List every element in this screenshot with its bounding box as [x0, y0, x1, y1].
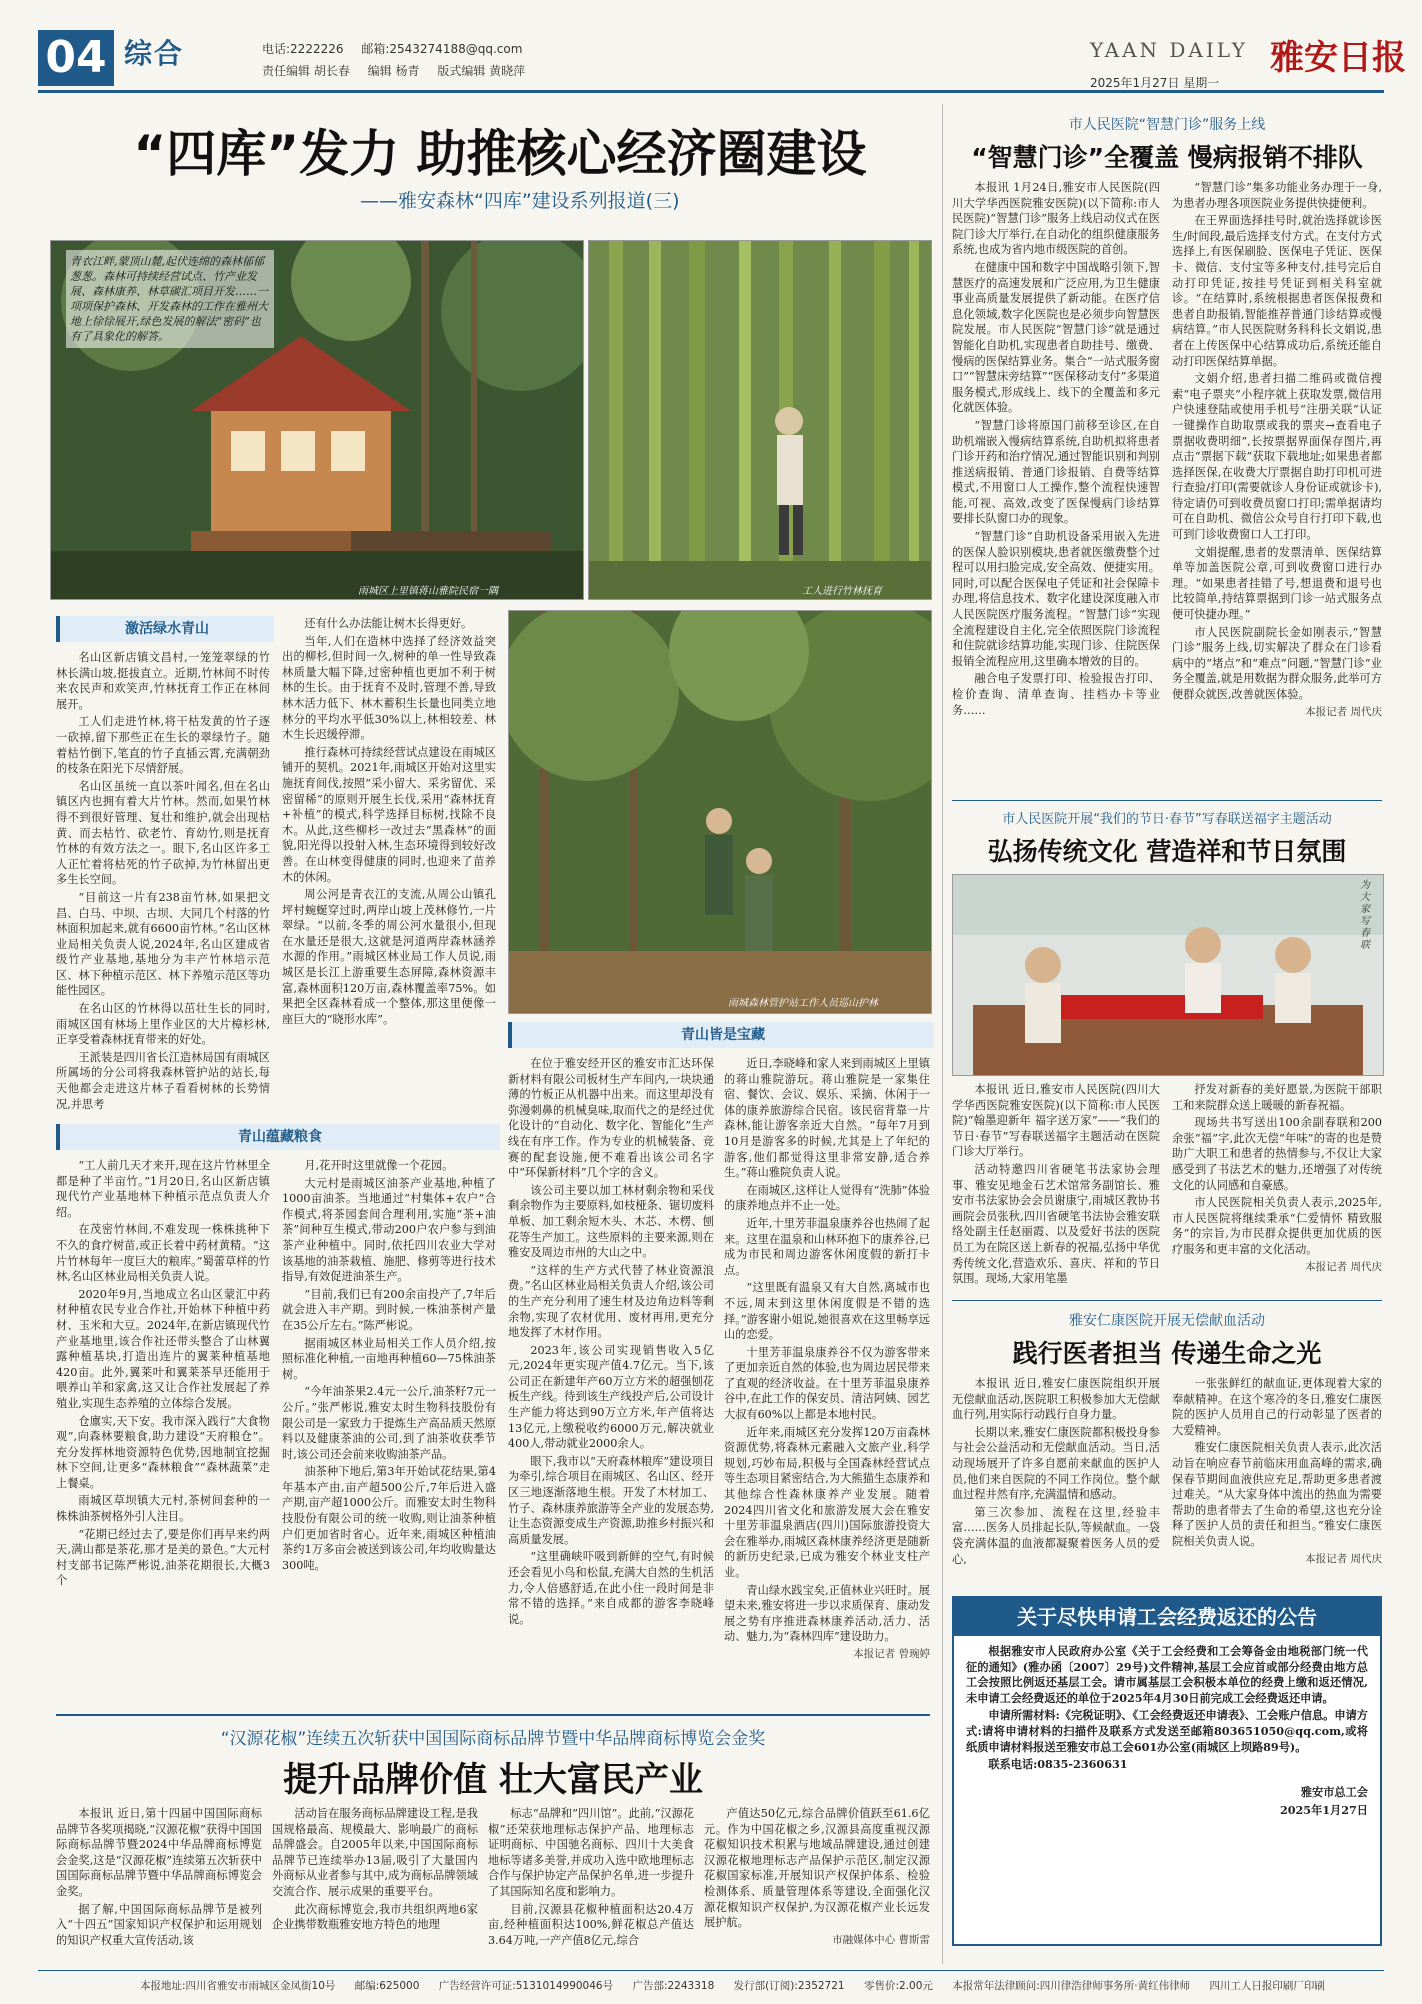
paragraph: 本报讯 近日,雅安仁康医院组织开展无偿献血活动,医院职工积极参加大无偿献血行列,用实际行动践行自身力量。 — [952, 1377, 1160, 1422]
caption-patrol: 雨城森林管护站工作人员巡山护林 — [728, 998, 878, 1009]
header-rule — [38, 90, 1384, 93]
column-divider — [942, 104, 943, 1964]
paragraph: 推行森林可持续经营试点建设在雨城区铺开的契机。2021年,雨城区开始对这里实施抚育间伐,按照“采小留大、采劣留优、采密留稀”的原则开展生长伐,采用“森林抚育+补植”的模式,科学选择目标树,找除不良木。从此,这些柳杉一改过去“黑森林”的面貌,阳光得以投射入林,生态环境得到较好改善。在山林变得健康的同时,也迎来了苗养木的休闲。 — [282, 745, 496, 884]
lead-subtitle: ——雅安森林“四库”建设系列报道(三) — [360, 190, 680, 212]
lead-col1-bottom — [56, 1158, 270, 1591]
paragraph: 仓廪实,天下安。我市深入践行“大食物观”,向森林要粮食,助力建设“天府粮仓”。充分发挥林地资源特色优势,因地制宜挖掘林下空间,让更多“森林粮食”“森林蔬菜”走上餐桌。 — [56, 1414, 270, 1490]
right1-headline: “智慧门诊”全覆盖 慢病报销不排队 — [971, 143, 1363, 172]
footer-price: 零售价:2.00元 — [863, 1980, 933, 1992]
paragraph: 在名山区的竹林得以茁壮生长的同时,雨城区国有林场上里作业区的大片樟杉林,正享受着森林抚育带来的好处。 — [56, 1002, 270, 1047]
footer-address: 本报地址:四川省雅安市雨城区金凤街10号 — [140, 1980, 336, 1992]
paragraph: 雅安仁康医院相关负责人表示,此次活动旨在响应春节前临床用血高峰的需求,确保春节期间血液供应充足,帮助更多患者渡过难关。“从大家身体中流出的热血为需要帮助的患者带去了生命的希望,这也充分诠释了医护人员的责任和担当。”雅安仁康医院相关负责人说。 — [1172, 1441, 1382, 1548]
paragraph: “智慧门诊”集多功能业务办理于一身,为患者办理各项医院业务提供快捷便利。 — [1172, 181, 1382, 210]
photo-calligraphy — [952, 874, 1384, 1076]
paragraph: “工人前几天才来开,现在这片竹林里全都是种了半亩竹。”1月20日,名山区新店镇现代竹产业基地林下种植示范点负责人介绍。 — [56, 1159, 270, 1219]
paragraph: 雨城区草坝镇大元村,茶树间套种的一株株油茶树格外引人注目。 — [56, 1494, 270, 1524]
paragraph: 在健康中国和数字中国战略引领下,智慧医疗的高速发展和广泛应用,为卫生健康事业高质量发展提供了新动能。在医疗信息化领域,数字化医院也是必须步向智慧医院发展。市人民医院“智慧门诊”就是通过智能化自助机,实现患者自助挂号、缴费、慢病的医保结算业务。集合“一站式服务窗口”“智慧床旁结算”“医保移动支付”多渠道服务模式,形成线上、线下的全覆盖和多元化就医体验。 — [952, 260, 1160, 415]
paragraph: 目前,汉源县花椒种植面积达20.4万亩,经种植面积达100%,鲜花椒总产值达3.64万吨,一产产值8亿元,综合 — [488, 1902, 694, 1947]
right3-kicker: 雅安仁康医院开展无偿献血活动 — [1069, 1313, 1265, 1329]
notice-date: 2025年1月27日 — [1279, 1802, 1368, 1817]
right2-col1 — [952, 1082, 1160, 1289]
paragraph: 十里芳菲温泉康养谷不仅为游客带来了更加亲近自然的体验,也为周边居民带来了直观的经济收益。在十里芳菲温泉康养谷中,在此工作的保安员、清洁阿姨、园艺大叔有60%以上都是本地村民。 — [724, 1345, 930, 1422]
bottom-divider — [56, 1714, 930, 1716]
lead-headline: “四库”发力 助推核心经济圈建设 — [133, 125, 867, 183]
right1-col1 — [952, 180, 1160, 720]
subhead-food: 青山蕴藏粮食 — [56, 1124, 500, 1150]
paragraph: “这样的生产方式代替了林业资源浪费。”名山区林业局相关负责人介绍,该公司的生产充分利用了速生材及边角边料等剩余物,实现了农材优用、废材再用,更充分地发挥了木材作用。 — [508, 1263, 714, 1340]
footer-legal: 本报常年法律顾问:四川律浩律师事务所·黄红伟律师 — [952, 1980, 1191, 1992]
paragraph: 活动旨在服务商标品牌建设工程,是我国规格最高、规模最大、影响最广的商标品牌盛会。自2005年以来,中国国际商标品牌节已连续举办13届,吸引了大量国内外商标从业者参与其中,成为商标品牌领域交流合作、展示成果的重要平台。 — [272, 1807, 478, 1898]
paragraph: 近日,李晓峰和家人来到雨城区上里镇的蒋山雅院游玩。蒋山雅院是一家集住宿、餐饮、会议、娱乐、采摘、休闲于一体的康养旅游综合民宿。该民宿背靠一片森林,能让游客亲近大自然。“每年7月到10月是游客多的时候,尤其是上了年纪的游客,他们都觉得这里非常安静,适合养生。”蒋山雅院负责人说。 — [724, 1057, 930, 1180]
paragraph: “智慧门诊”自助机设备采用嵌入先进的医保人脸识别模块,患者就医缴费整个过程可以用扫脸完成,安全高效、便捷实用。同时,可以配合医保电子凭证和社会保障卡办理,将信息技术、数字化建设深度融入市人民医院医疗服务流程。“智慧门诊”实现全流程建设自主化,完全依照医院门诊流程和住院就诊结算功能,实现门诊、住院医保报销全流程应用,这里确本增效的目的。 — [952, 530, 1160, 668]
notice-title: 关于尽快申请工会经费返还的公告 — [954, 1598, 1380, 1636]
right-divider-2 — [952, 1300, 1382, 1301]
subhead-treasure: 青山皆是宝藏 — [508, 1022, 934, 1048]
email: 邮箱:2543274188@qq.com — [361, 42, 523, 56]
paragraph: 2020年9月,当地成立名山区蒙汇中药材种植农民专业合作社,开始林下种植中药材、玉米和大豆。2024年,在新店镇现代竹产业基地里,该合作社还带头整合了山林翼露种植基块,打造出连片的翼莱种植基地420亩。此外,翼莱叶和翼莱茶早还能用于喂养山羊和家禽,这又让合作社发展起了养殖业,实现生态养殖的立体综合发展。 — [56, 1287, 270, 1410]
bottom-byline: 市融媒体中心 曹斯雷 — [832, 1933, 930, 1946]
paragraph: 王派装是四川省长江造林局国有雨城区所属场的分公司将我森林管护站的站长,每天他都会走进这片林子看看树林的长势情况,并思考 — [56, 1050, 270, 1111]
contact-line — [262, 40, 536, 57]
paragraph: 市人民医院相关负责人表示,2025年,市人民医院将继续秉承“仁爱情怀 精致服务”的宗旨,为市民群众提供更加优质的医疗服务和更丰富的文化活动。 — [1172, 1196, 1382, 1256]
paragraph: 近年,十里芳菲温泉康养谷也热闹了起来。这里在温泉和山林环抱下的康养谷,已成为市民和周边游客休闲度假的新打卡点。 — [724, 1216, 930, 1277]
notice-box — [952, 1596, 1382, 1946]
footer — [140, 1978, 1384, 1993]
right1-byline: 本报记者 周代庆 — [1305, 705, 1382, 718]
paragraph: “目前,我们已有200余亩投产了,7年后就会进入丰产期。到时候,一株油茶树产量在35公斤左右。”陈严彬说。 — [282, 1287, 496, 1332]
right3-byline: 本报记者 周代庆 — [1305, 1552, 1382, 1565]
footer-rule — [38, 1970, 1384, 1971]
paragraph: “花期已经过去了,要是你们再早来约两天,满山都是茶花,那才是美的景色。”大元村村支部书记陈严彬说,油茶花期很长,大概3个 — [56, 1527, 270, 1588]
footer-dist-phone: 发行部(订阅):2352721 — [733, 1980, 845, 1992]
photo-bamboo — [588, 240, 932, 600]
paragraph: 据雨城区林业局相关工作人员介绍,按照标准化种植,一亩地再种植60—75株油茶树。 — [282, 1336, 496, 1381]
right-divider-1 — [952, 800, 1382, 801]
bamboo-illustration — [589, 241, 931, 599]
paragraph: 青山绿水践宝矣,正值林业兴旺时。展望未来,雅安将进一步以求质保育、康动发展之势有序推进森林康养活动,活力、活动、魅力,为“森林四库”建设助力。 — [724, 1583, 930, 1644]
paragraph: 名山区虽统一直以茶叶闻名,但在名山镇区内也拥有着大片竹林。然而,如果竹林得不到很好管理、复壮和维护,就会出现枯黄、而去枯竹、砍老竹、育幼竹,则是抚育竹林的有效方法之一。眼下,名山区许多工人正忙着将枯死的竹子砍掉,为竹林留出更多生长空间。 — [56, 779, 270, 887]
paragraph: 本报讯 1月24日,雅安市人民医院(四川大学华西医院雅安医院)(以下简称:市人民医院)“智慧门诊”服务上线启动仪式在医院门诊大厅举行,在自动化的组织健康服务系统,也成为省内地市级医院的首创。 — [952, 181, 1160, 257]
editor: 责任编辑 胡长春 — [262, 64, 350, 78]
bottom-col2 — [272, 1806, 478, 1935]
paragraph: “智慧门诊将原国门前移至诊区,在自助机端嵌入慢病结算系统,自助机拟将患者门诊开药和治疗情况,通过智能识别和判别推送病报销、普通门诊报销、自费等结算模式,不用窗口人工操作,整个流程快速智能,可视、高效,改变了医保慢病门诊结算要排长队窗口办的现象。 — [952, 418, 1160, 526]
paragraph: 产值达50亿元,综合品牌价值跃至61.6亿元。作为中国花椒之乡,汉源县高度重视汉源花椒知识技术积累与地域品牌建设,通过创建汉源花椒地理标志产品保护示范区,制定汉源花椒国家标准,开展知识产权保护体系、检验检测体系、质量管理体系等建设,全面强化汉源花椒知识产权保护,为汉源花椒产业长远发展护航。 — [704, 1807, 930, 1930]
notice-paragraph-2: 申请所需材料:《完税证明》、《工会经费返还申请表》、工会账户信息。申请方式:请将申请材料的扫描件及联系方式发送至邮箱803651050@qq.com,或将纸质申请材料报送至雅安市总工会601办公室(雨城区上坝路89号)。 — [966, 1708, 1368, 1754]
right2-col2 — [1172, 1082, 1382, 1274]
paragraph: 抒发对新春的美好愿景,为医院干部职工和来院群众送上暖暖的新春祝福。 — [1172, 1083, 1382, 1112]
section-title: 综合 — [124, 37, 185, 70]
bottom-headline: 提升品牌价值 壮大富民产业 — [283, 1760, 703, 1800]
footer-license: 广告经营许可证:5131014990046号 — [438, 1980, 614, 1992]
issue-date: 2025年1月27日 星期一 — [1090, 76, 1220, 90]
forest-illustration — [509, 611, 931, 1013]
paragraph: 文娟介绍,患者扫描二维码或微信搜索“电子票夹”小程序就上获取发票,微信用户快速登陆或使用手机号“注册关联”认证一键操作自助取票或我的票夹→查看电子票据收费明细”,长按票据界面保存图片,再点击“票据下载”获取下载地址;如果患者都选择医保,在收费大厅票据自助打印机可进行查验/打印(需要就诊人身份证或就诊卡),待定请仍可到收费员窗口打印;需单据请均可在自助机、微信公众号自行打印下载,也可到门诊收费窗口人工打印。 — [1172, 372, 1382, 542]
bottom-col4 — [704, 1806, 930, 1948]
bottom-col3 — [488, 1806, 694, 1950]
paragraph: 此次商标博览会,我市共组织两地6家企业携带数瓶雅安地方特色的地理 — [272, 1902, 478, 1932]
paragraph: 据了解,中国国际商标品牌节是被列入“十四五”国家知识产权保护和运用规划的知识产权重大宣传活动,该 — [56, 1902, 262, 1947]
paragraph: 第三次参加、流程在这里,经验丰富……医务人员排起长队,等候献血。一袋袋充满体温的血液都凝聚着医务人员的爱心, — [952, 1505, 1160, 1566]
paragraph: 该公司主要以加工林材剩余物和采伐剩余物作为主要原料,如枝桠条、锯切废料单板、加工剩余短木头、木芯、木楞、刨花等生产加工。这些原料的主要来源,则在雅安及周边市州的大山之中。 — [508, 1183, 714, 1260]
right2-kicker: 市人民医院开展“我们的节日·春节”写春联送福字主题活动 — [1002, 812, 1332, 827]
phone: 电话:2222226 — [262, 42, 344, 56]
lead-col3 — [508, 1056, 714, 1629]
paragraph: 文娟提醒,患者的发票清单、医保结算单等加盖医院公章,可到收费窗口进行办理。“如果患者挂错了号,想退费和退号也比较简单,持结算票据到门诊一站式服务点便可快捷办理。” — [1172, 545, 1382, 622]
paragraph: 大元村是雨城区油茶产业基地,种植了1000亩油茶。当地通过“村集体+农户”合作模式,将茶园套间合理利用,实施“茶+油茶”间种互生模式,带动200户农户参与到油茶产业种植中。同时,依托四川农业大学对该基地的油茶栽植、施肥、修剪等进行技术指导,有效促进油茶生产。 — [282, 1176, 496, 1284]
paragraph: 月,花开时这里就像一个花园。 — [304, 1159, 454, 1172]
right1-kicker: 市人民医院“智慧门诊”服务上线 — [1068, 117, 1266, 133]
paragraph: 工人们走进竹林,将干枯发黄的竹子逐一砍掉,留下那些正在生长的翠绿竹子。随着枯竹倒下,笔直的竹子直插云霄,充满朝劲的枝条在阳光下尽情舒展。 — [56, 715, 270, 776]
paragraph: “这里确峡吓吸到新鲜的空气,有时候还会看见小鸟和松鼠,充满大自然的生机活力,令人倍感舒适,在此小住一段时间是非常不错的选择。”来自成都的游客李晓峰说。 — [508, 1550, 714, 1626]
right3-col2 — [1172, 1376, 1382, 1566]
footer-zip: 邮编:625000 — [354, 1980, 420, 1992]
notice-signer: 雅安市总工会 — [1300, 1784, 1368, 1799]
paragraph: 还有什么办法能让树木长得更好。 — [304, 617, 473, 630]
photo-forest-patrol — [508, 610, 932, 1014]
bottom-col1 — [56, 1806, 262, 1950]
paragraph: “今年油茶果2.4元一公斤,油茶籽7元一公斤。”张严彬说,雅安太时生物科技股份有限公司是一家致力于提炼生产高品质天然原料以及健康茶油的公司,到了油茶收获季节时,该公司还会前来收购油茶产品。 — [282, 1385, 496, 1461]
caption-bamboo: 工人进行竹林抚育 — [802, 586, 882, 597]
caption-cabin: 雨城区上里镇蒋山雅院民宿一隅 — [358, 586, 498, 597]
paragraph: 长期以来,雅安仁康医院都积极投身参与社会公益活动和无偿献血活动。当日,活动现场展开了许多自愿前来献血的医护人员,他们来自医院的不同工作岗位。整个献血过程井然有序,充满温情和感动。 — [952, 1425, 1160, 1502]
notice-phone: 联系电话:0835-2360631 — [988, 1757, 1128, 1772]
lead-col2-top — [282, 616, 496, 1029]
paragraph: 在位于雅安经开区的雅安市汇达环保新材料有限公司板材生产车间内,一块块通薄的竹板正从机器中出来。而这里却没有弥漫刺鼻的机械臭味,取而代之的是经过优化设计的“自动化、数字化、智能化”生产线在有序工作。作为专业的机械装备、竞赛的配套设施,便不难看出该公司名字中“环保新材料”几个字的含义。 — [508, 1057, 714, 1180]
right2-headline: 弘扬传统文化 营造祥和节日氛围 — [987, 837, 1347, 866]
notice-paragraph-1: 根据雅安市人民政府办公室《关于工会经费和工会筹备金由地税部门统一代征的通知》(雅办函〔2007〕29号)文件精神,基层工会应首或部分经费由地方总工会按照比例返还基层工会。请市属基层工会积极本单位的经费上缴和返还情况,未申请工会经费返还的单位于2025年4月30日前完成工会经费返还申请。 — [966, 1644, 1368, 1705]
paragraph: 眼下,我市以“天府森林粮库”建设项目为牵引,综合项目在雨城区、名山区、经开区三地逐渐落地生根。开发了木材加工、竹子、森林康养旅游等全产业的发展态势,让生态资源变成生产资源,助推乡村振兴和高质量发展。 — [508, 1454, 714, 1546]
paper-logo: 雅安日报 — [1270, 38, 1406, 78]
page-number: 04 — [38, 30, 114, 86]
right1-col2 — [1172, 180, 1382, 719]
paragraph: 近年来,雨城区充分发挥120万亩森林资源优势,将森林元素融入文旅产业,科学规划,巧妙布局,积极与全国森林经营试点等生态项目紧密结合,为大熊猫生态康养和其他综合性森林康养产业发展。随着2024四川省文化和旅游发展大会在雅安十里芳菲温泉酒店(四川)国际旅游投资大会在雅举办,雨城区森林康养经济更是随新的新历史纪录,已成为雅安个林业支柱产业。 — [724, 1425, 930, 1579]
paragraph: 周公河是青衣江的支流,从周公山镇孔坪村蜿蜒穿过时,两岸山坡上茂林修竹,一片翠绿。“以前,冬季的周公河水量很小,但现在水量还是很大,这就是河道两岸森林涵养水源的作用。”雨城区林业局工作人员说,雨城区是长江上游重要生态屏障,森林资源丰富,森林面积120万亩,森林覆盖率75%。如果把全区森林看成一个整体,那这里便像一座巨大的“晓形水库”。 — [282, 888, 496, 1026]
paper-name-en: YAAN DAILY — [1090, 38, 1248, 62]
subhead-green-mountains: 激活绿水青山 — [56, 616, 274, 642]
paragraph: 融合电子发票打印、检验报告打印、检价查询、清单查询、挂档办卡等业务…… — [952, 672, 1160, 717]
bottom-kicker: “汉源花椒”连续五次斩获中国国际商标品牌节暨中华品牌商标博览会金奖 — [220, 1729, 766, 1749]
right3-headline: 践行医者担当 传递生命之光 — [1012, 1339, 1322, 1368]
paragraph: 在王界面选择挂号时,就治选择就诊医生/时间段,最后选择支付方式。在支付方式选择上,有医保刷脸、医保电子凭证、医保卡、微信、支付宝等多种支付,挂号完后自动打印凭证,按挂号凭证到相关科室就诊。“在结算时,系统根据患者医保报费和患者自助报销,智能推荐普通门诊结算或慢病结算。”市人民医院财务科科长文娟说,患者在上传医保中心结算成功后,系统还能自动打印医保结算单据。 — [1172, 214, 1382, 368]
paragraph: 本报讯 近日,雅安市人民医院(四川大学华西医院雅安医院)(以下简称:市人民医院)“翰墨迎新年 福字送万家”——“我们的节日·春节”写春联送福字主题活动在医院门诊大厅举行。 — [952, 1083, 1160, 1159]
paragraph: 本报讯 近日,第十四届中国国际商标品牌节各奖项揭晓,“汉源花椒”获得中国国际商标品牌节暨2024中华品牌商标博览会金奖,这是“汉源花椒”连续第五次斩获中国国际商标品牌节暨中华品牌商标博览会金奖。 — [56, 1807, 262, 1898]
paragraph: 油茶种下地后,第3年开始试花结果,第4年基本产由,亩产超500公斤,7年后进入盛产期,亩产超1000公斤。而雅安太时生物科技股份有限公司的统一收购,则让油茶种植户们更加省时省心。近年来,雨城区种植油茶约1万多亩会被送到该公司,年均收购量达300吨。 — [282, 1465, 496, 1572]
paragraph: 在雨城区,这样让人觉得有“洗肺”体验的康养地点并不止一处。 — [724, 1183, 930, 1213]
paragraph: 市人民医院副院长金如刚表示,“智慧门诊”服务上线,切实解决了群众在门诊看病中的“堵点”和“难点”问题,“智慧门诊”业务全覆盖,就是用数据为群众服务,此举可方便群众就医,改善就医体验。 — [1172, 625, 1382, 701]
lead-col2-bottom — [282, 1158, 496, 1575]
right2-byline: 本报记者 周代庆 — [1305, 1260, 1382, 1273]
paragraph: 当年,人们在造林中选择了经济效益突出的柳杉,但时间一久,树种的单一性导致森林质量大幅下降,过密种植也更加不利于树林的生长。由于抚育不及时,管理不善,导致林木活力低下、林木蓄积生长量也同类立地林分的平均水平低30%以上,林相较差、林木生长迟缓停滞。 — [282, 634, 496, 742]
editor-line — [262, 62, 539, 79]
paragraph: 标志“品牌和”四川馆”。此前,“汉源花椒”还荣获地理标志保护产品、地理标志证明商标、中国驰名商标、四川十大美食地标等诸多美誉,并成功入选中欧地理标志合作与保护协定产品保护名单,进一步提升了其国际知名度和影响力。 — [488, 1807, 694, 1898]
lead-col1-top — [56, 650, 270, 1114]
paragraph: 一张张鲜红的献血证,更体现着大家的奉献精神。在这个寒冷的冬日,雅安仁康医院的医护人员用自己的行动彰显了医者的大爱精神。 — [1172, 1377, 1382, 1437]
paragraph: 名山区新店镇文昌村,一笼笼翠绿的竹林长满山坡,挺拔直立。近期,竹林间不时传来农民声和欢笑声,竹林抚育工作正在林间展开。 — [56, 651, 270, 711]
footer-printer: 四川工人日报印刷厂印刷 — [1209, 1980, 1325, 1992]
caption-calligraphy: 为大家写春联 — [1360, 880, 1370, 951]
paragraph: “这里既有温泉又有大自然,离城市也不远,周末到这里休闲度假是不错的选择。”游客谢小姐说,她很喜欢在这里畅享远山的恋爱。 — [724, 1281, 930, 1342]
paragraph: “目前这一片有238亩竹林,如果把文昌、白马、中坝、古坝、大同几个村落的竹林面积加起来,就有6600亩竹林。”名山区林业局相关负责人说,2024年,名山区建成省级竹产业基地,基地分为丰产竹林培示范区、林下种植示范区、林下养殖示范区等功能性园区。 — [56, 890, 270, 998]
paragraph: 活动特邀四川省硬笔书法家协会理事、雅安见地金石艺术馆常务副馆长、雅安市书法家协会会员谢康宁,雨城区教协书画院会员张秋,四川省硬笔书法协会雅安联络处副主任赵丽霞、以及爱好书法的医院员工为在院区送上新春的祝福,弘扬中华优秀传统文化,营造欢乐、喜庆、祥和的节日氛围。现场,大家用笔墨 — [952, 1162, 1160, 1286]
paragraph: 在茂密竹林间,不难发现一株株挑种下不久的食疗树苗,或正长着中药材黄精。“这片竹林每年一度巨大的粮库。”蜀蕾草样的竹林,名山区林业局相关负责人说。 — [56, 1223, 270, 1284]
paragraph: 现场共书写送出100余副春联和200余张“福”字,此次无偿“年味”的寄的也是赞助广大职工和患者的热情参与,不仅让大家感受到了书法艺术的魅力,还增强了对传统文化的认同感和自豪感。 — [1172, 1116, 1382, 1192]
calligraphy-illustration — [953, 875, 1383, 1075]
designer: 版式编辑 黄晓萍 — [437, 64, 526, 78]
lead-byline: 本报记者 曾琬婷 — [853, 1647, 930, 1660]
lead-intro: 青衣江畔,蒙顶山麓,起伏连绵的森林郁郁葱葱。森林可持续经营试点、竹产业发展、森林康养、林草碳汇项目开发……一项项保护森林、开发森林的工作在雅州大地上徐徐展开,绿色发展的解法“密码”也有了具象化的解答。 — [66, 250, 274, 348]
right3-col1 — [952, 1376, 1160, 1569]
footer-ad-phone: 广告部:2243318 — [632, 1980, 715, 1992]
editor2: 编辑 杨青 — [367, 64, 420, 78]
paragraph: 2023年,该公司实现销售收入5亿元,2024年更实现产值4.7亿元。当下,该公司正在新建年产60万立方米的超强刨花板生产线。待到该生产线投产后,公司设计生产能力将达到90万立方米,年产值将达13亿元,上缴税收约6000万元,解决就业400人,带动就业2000余人。 — [508, 1343, 714, 1451]
lead-col4 — [724, 1056, 930, 1663]
